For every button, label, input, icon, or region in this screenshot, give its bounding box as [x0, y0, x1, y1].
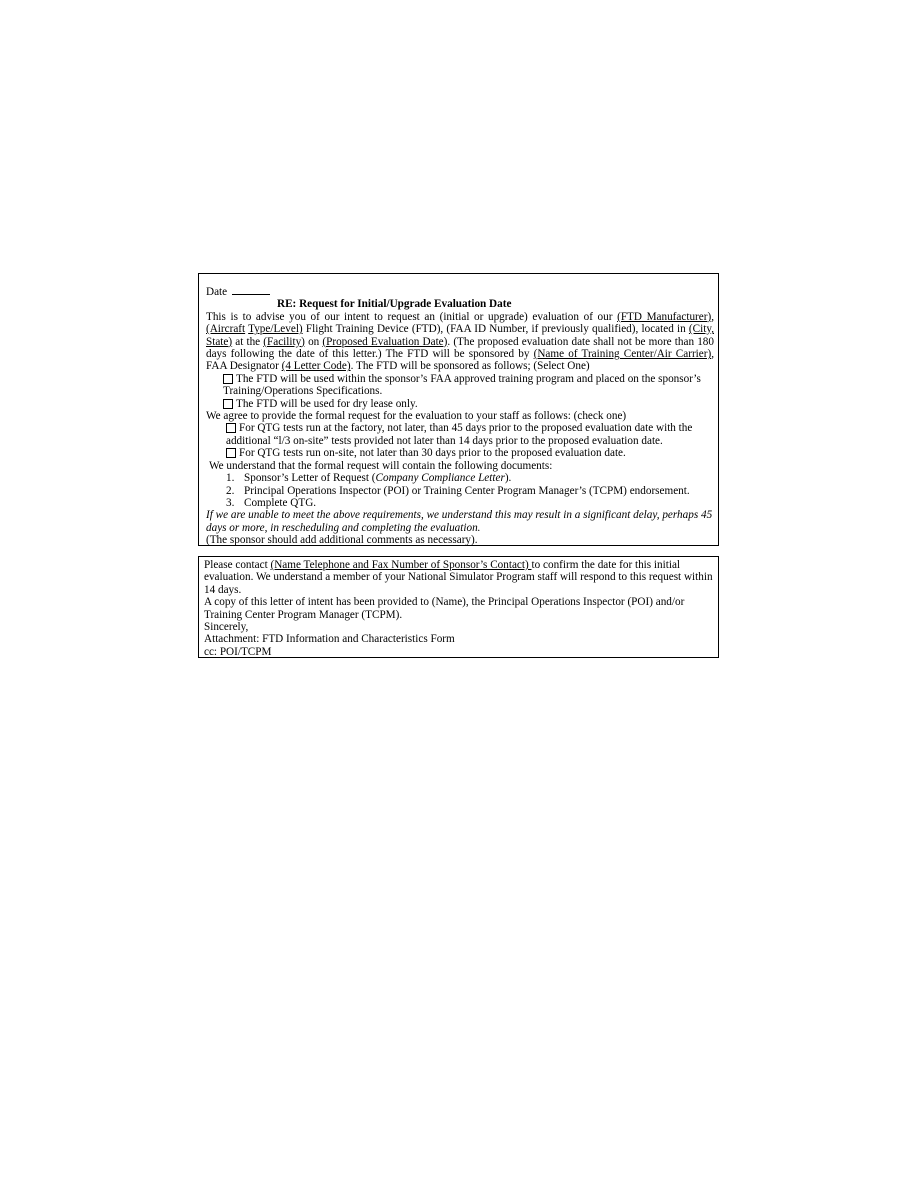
sponsor-comments: (The sponsor should add additional comments as necessary). — [206, 534, 478, 547]
placeholder-ftd-manufacturer: (FTD Manufacturer) — [617, 310, 712, 323]
re-line: RE: Request for Initial/Upgrade Evaluation Date — [277, 298, 512, 311]
contact-line: Please contact (Name Telephone and Fax Number of Sponsor’s Contact) to confirm the date for this initial — [204, 559, 681, 571]
letter-closing-box — [198, 556, 719, 658]
placeholder-proposed-date: (Proposed Evaluation Date) — [322, 335, 448, 348]
sincerely: Sincerely, — [204, 621, 249, 634]
placeholder-aircraft-level: Type/Level) — [248, 323, 303, 336]
understand-line: We understand that the formal request will contain the following documents: — [209, 459, 553, 472]
checkbox-training-program[interactable] — [223, 374, 233, 384]
contact-line-2: evaluation. We understand a member of your National Simulator Program staff will respond to this request within — [204, 571, 713, 584]
checkbox-qtg-onsite[interactable] — [226, 448, 236, 458]
date-label: Date — [206, 286, 228, 298]
option-qtg-factory: For QTG tests run at the factory, not later, than 45 days prior to the proposed evaluation date with the — [206, 422, 714, 434]
checkbox-dry-lease[interactable] — [223, 399, 233, 409]
documents-list — [206, 472, 714, 509]
checkbox-qtg-factory[interactable] — [226, 423, 236, 433]
contact-line-3: 14 days. — [204, 583, 242, 596]
letter-body-box — [198, 273, 719, 546]
agree-line: We agree to provide the formal request for the evaluation to your staff as follows: (check one) — [206, 410, 627, 423]
placeholder-aircraft-type: (Aircraft — [206, 323, 246, 336]
option-qtg-factory-cont: additional “l/3 on-site” tests provided not later than 14 days prior to the proposed evaluation date. — [226, 434, 663, 447]
intro-paragraph: This is to advise you of our intent to request an (initial or upgrade) evaluation of our (FTD Manufacturer), (Aircraft Type/Level) Flight Training Device (FTD), (FAA ID Number, if previously qualified), located in (City, State) at the (Facility) on (Proposed Evaluation Date). (The proposed evaluation date shall not be more than 180 days following the date of this letter.) The FTD will be sponsored by (Name of Training Center/Air Carrier), FAA Designator (4 Letter Code). The FTD will be sponsored as follows; (Select One) — [206, 310, 714, 373]
date-line — [206, 285, 714, 298]
option-qtg-onsite: For QTG tests run on-site, not later than 30 days prior to the proposed evaluation date. — [206, 447, 714, 459]
option-dry-lease: The FTD will be used for dry lease only. — [206, 398, 714, 410]
placeholder-training-center: (Name of Training Center/Air Carrier) — [533, 348, 712, 361]
copy-line-1: A copy of this letter of intent has been provided to (Name), the Principal Operations Inspector (POI) and/or — [204, 596, 685, 609]
placeholder-facility: (Facility) — [263, 335, 305, 348]
placeholder-sponsor-contact: (Name Telephone and Fax Number of Sponsor’s Contact) — [270, 559, 532, 571]
delay-warning-line2: days or more, in rescheduling and completing the evaluation. — [206, 521, 481, 534]
cc-line: cc: POI/TCPM — [204, 645, 272, 658]
list-item: 3. Complete QTG. — [226, 496, 317, 509]
copy-line-2: Training Center Program Manager (TCPM). — [204, 608, 403, 621]
option-training-program: The FTD will be used within the sponsor’s FAA approved training program and placed on the sponsor’s — [206, 373, 714, 385]
list-item: 2. Principal Operations Inspector (POI) or Training Center Program Manager’s (TCPM) endorsement. — [226, 484, 690, 497]
list-item: 1. Sponsor’s Letter of Request (Company Compliance Letter). — [226, 472, 512, 485]
delay-warning-line1: If we are unable to meet the above requirements, we understand this may result in a significant delay, perhaps 45 — [206, 509, 713, 522]
attachment-line: Attachment: FTD Information and Characteristics Form — [204, 633, 455, 646]
placeholder-city-state: (City, State) — [206, 323, 714, 348]
option-training-program-cont: Training/Operations Specifications. — [223, 385, 383, 398]
date-blank[interactable] — [232, 285, 270, 295]
placeholder-letter-code: (4 Letter Code) — [281, 360, 351, 373]
